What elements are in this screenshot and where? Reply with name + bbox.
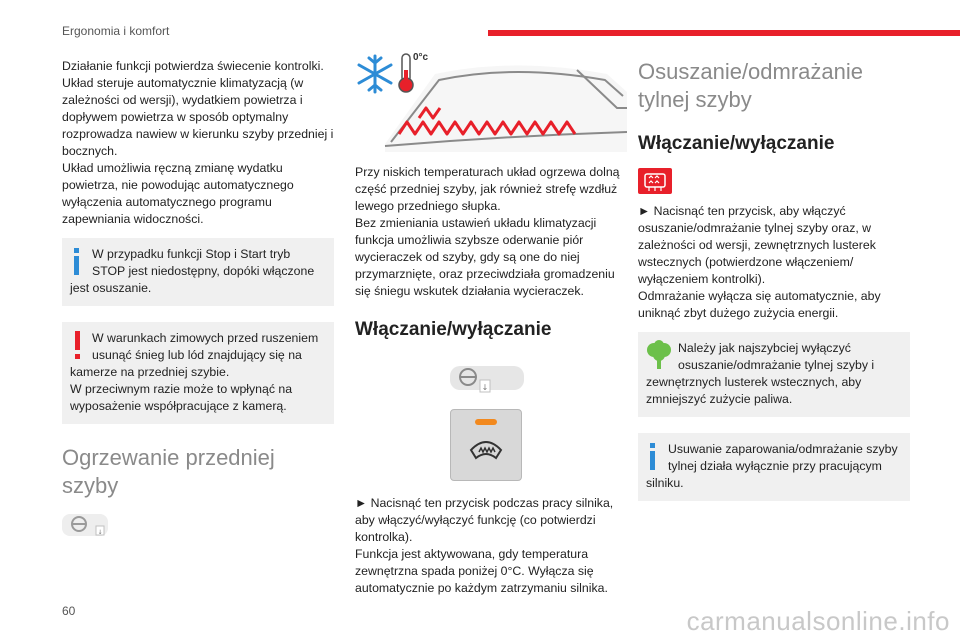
column-1 bbox=[62, 58, 334, 541]
page-number: 60 bbox=[62, 604, 76, 618]
header-title: Ergonomia i komfort bbox=[62, 24, 170, 38]
paragraph: Przy niskich temperaturach układ ogrzewa dolną część przedniej szyby, jak również strefę wzdłuż lewego przedniego słupka. bbox=[355, 165, 620, 213]
header-accent-bar bbox=[488, 30, 960, 36]
rear-defrost-button[interactable] bbox=[638, 168, 910, 199]
windscreen-diagram bbox=[355, 52, 627, 152]
info-icon bbox=[646, 441, 662, 471]
section-title: Ogrzewanie przedniej szyby bbox=[62, 445, 275, 498]
watermark: carmanualsonline.info bbox=[686, 606, 950, 636]
warning-note-text: W warunkach zimowych przed ruszeniem usunąć śnieg lub lód znajdujący się na kamerze na przedniej szybie. bbox=[70, 331, 319, 379]
sub-title: Włączanie/wyłączanie bbox=[355, 319, 552, 340]
rear-defrost-icon bbox=[638, 168, 672, 194]
steering-wheel-icon bbox=[450, 364, 627, 399]
sub-title: Włączanie/wyłączanie bbox=[638, 133, 835, 154]
warning-icon bbox=[70, 330, 86, 360]
windscreen-heating-button[interactable] bbox=[450, 409, 522, 481]
windscreen-heating-icon bbox=[469, 436, 503, 462]
steering-wheel-icon bbox=[62, 514, 334, 541]
paragraph: Funkcja jest aktywowana, gdy temperatura zewnętrzna spada poniżej 0°C. Wyłącza się automatycznie po każdym zatrzymaniu silnika. bbox=[355, 547, 608, 595]
info-note-text: Usuwanie zaparowania/odmrażanie szyby tylnej działa wyłącznie przy pracującym silniku. bbox=[646, 442, 898, 490]
eco-note bbox=[638, 332, 910, 417]
paragraph: Układ umożliwia ręczną zmianę wydatku powietrza, nie powodując automatycznego wyłączenia automatycznego programu zapewniania widoczności. bbox=[62, 161, 294, 226]
thermometer-icon bbox=[399, 54, 413, 92]
eco-tree-icon bbox=[646, 340, 672, 370]
paragraph: Bez zmieniania ustawień układu klimatyzacji funkcja umożliwia szybsze oderwanie piór wycieraczek od szyby, gdy są one do niej przymarznięte, oraz przeciwdziała gromadzeniu się śniegu wskutek działania wycieraczek. bbox=[355, 216, 615, 298]
info-icon bbox=[70, 246, 86, 276]
info-note bbox=[62, 238, 334, 306]
column-3 bbox=[638, 58, 910, 501]
paragraph: ► Nacisnąć ten przycisk podczas pracy silnika, aby włączyć/wyłączyć funkcję (co potwierdzi kontrolka). bbox=[355, 496, 614, 544]
snowflake-icon bbox=[359, 56, 391, 92]
eco-note-text: Należy jak najszybciej wyłączyć osuszanie/odmrażanie tylnej szyby i zewnętrznych lusterek wstecznych, aby zmniejszyć zużycie paliwa. bbox=[646, 341, 875, 406]
column-2 bbox=[355, 52, 627, 597]
svg-text:↓: ↓ bbox=[481, 383, 489, 392]
info-note-text: W przypadku funkcji Stop i Start tryb STOP jest niedostępny, dopóki włączone jest osuszanie. bbox=[70, 247, 315, 295]
paragraph: ► Nacisnąć ten przycisk, aby włączyć osuszanie/odmrażanie tylnej szyby oraz, w zależności od wersji, zewnętrznych lusterek wstecznych (potwierdzone włączeniem/ wyłączeniem kontrolki). bbox=[638, 204, 876, 286]
paragraph: Układ steruje automatycznie klimatyzacją (w zależności od wersji), wydatkiem powietrza i dopływem powietrza w sposób optymalny rozprowadza nawiew w kierunku szyby przedniej i bocznych. bbox=[62, 76, 334, 158]
info-note bbox=[638, 433, 910, 501]
indicator-light bbox=[475, 419, 497, 425]
paragraph: Odmrażanie wyłącza się automatycznie, aby uniknąć zbyt dużego zużycia energii. bbox=[638, 289, 881, 320]
warning-note bbox=[62, 322, 334, 424]
paragraph: Działanie funkcji potwierdza świecenie kontrolki. bbox=[62, 59, 324, 73]
section-title: Osuszanie/odmrażanie tylnej szyby bbox=[638, 59, 864, 112]
svg-text:↓: ↓ bbox=[97, 529, 103, 536]
temperature-label: 0°c bbox=[413, 52, 429, 63]
warning-note-text-2: W przeciwnym razie może to wpłynąć na wyposażenie współpracujące z kamerą. bbox=[70, 382, 293, 413]
